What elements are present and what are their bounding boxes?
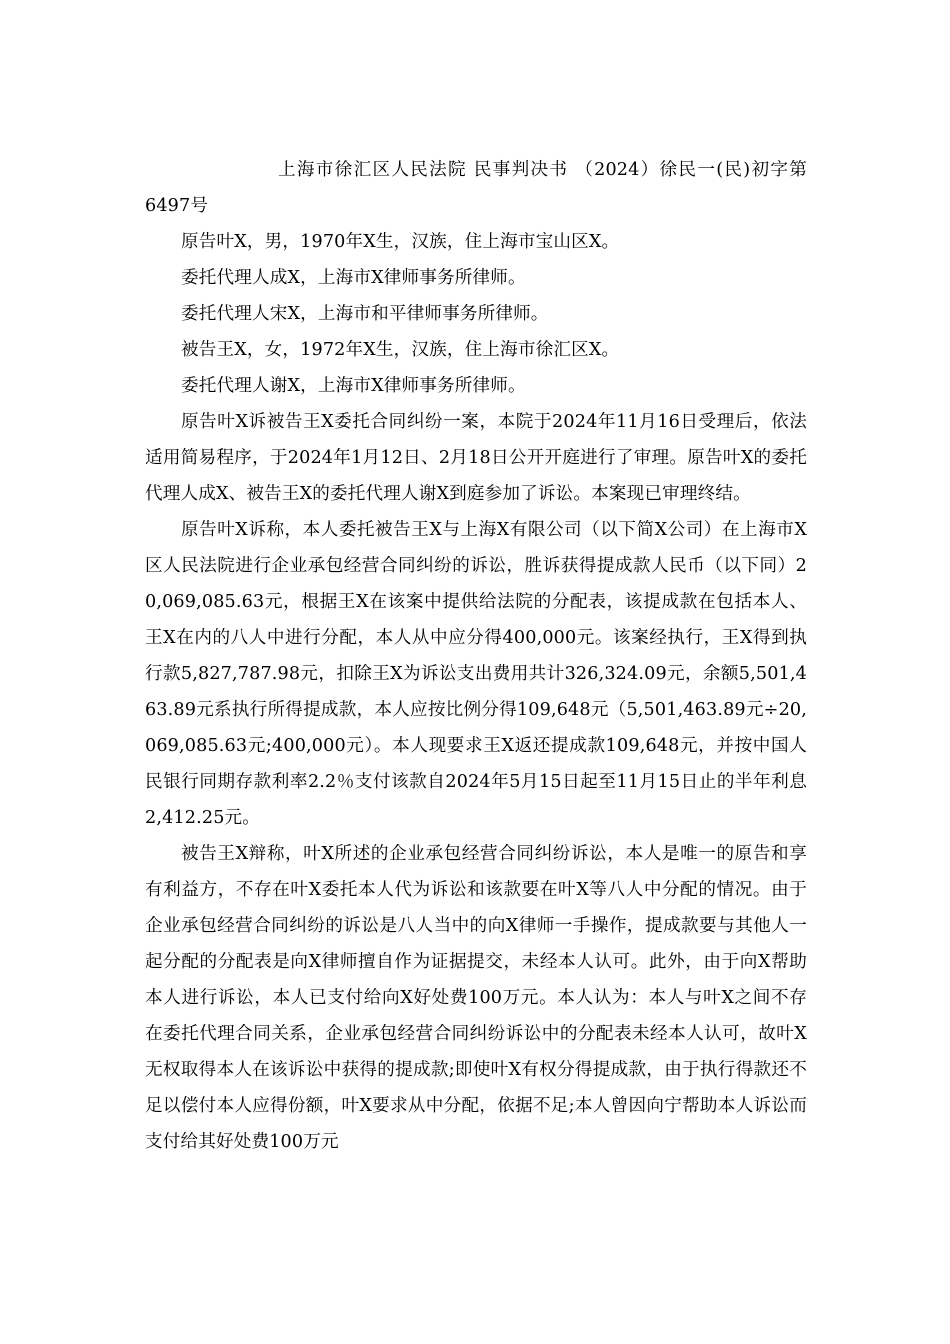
case-procedure-paragraph: 原告叶X诉被告王X委托合同纠纷一案，本院于2024年11月16日受理后，依法适用简易程序，于2024年1月12日、2月18日公开开庭进行了审理。原告叶X的委托代理人成X、被告王X的委托代理人谢X到庭参加了诉讼。本案现已审理终结。 xyxy=(145,412,807,504)
defendant-agent: 委托代理人谢X，上海市X律师事务所律师。 xyxy=(181,376,526,396)
plaintiff-claim-paragraph: 原告叶X诉称，本人委托被告王X与上海X有限公司（以下简X公司）在上海市X区人民法院进行企业承包经营合同纠纷的诉讼，胜诉获得提成款人民币（以下同）20,069,085.63元，根据王X在该案中提供给法院的分配表，该提成款在包括本人、王X在内的八人中进行分配，本人从中应分得400,000元。该案经执行，王X得到执行款5,827,787.98元，扣除王X为诉讼支出费用共计326,324.09元，余额5,501,463.89元系执行所得提成款，本人应按比例分得109,648元（5,501,463.89元÷20,069,085.63元;400,000元）。本人现要求王X返还提成款109,648元，并按中国人民银行同期存款利率2.2％支付该款自2024年5月15日起至11月15日止的半年利息2,412.25元。 xyxy=(145,520,807,828)
defendant-defense-paragraph: 被告王X辩称，叶X所述的企业承包经营合同纠纷诉讼，本人是唯一的原告和享有利益方，不存在叶X委托本人代为诉讼和该款要在叶X等八人中分配的情况。由于企业承包经营合同纠纷的诉讼是八人当中的向X律师一手操作，提成款要与其他人一起分配的分配表是向X律师擅自作为证据提交，未经本人认可。此外，由于向X帮助本人进行诉讼，本人已支付给向X好处费100万元。本人认为：本人与叶X之间不存在委托代理合同关系，企业承包经营合同纠纷诉讼中的分配表未经本人认可，故叶X无权取得本人在该诉讼中获得的提成款;即使叶X有权分得提成款，由于执行得款还不足以偿付本人应得份额，叶X要求从中分配，依据不足;本人曾因向宁帮助本人诉讼而支付给其好处费100万元 xyxy=(145,844,807,1152)
plaintiff-info: 原告叶X，男，1970年X生，汉族，住上海市宝山区X。 xyxy=(181,232,620,252)
defendant-info: 被告王X，女，1972年X生，汉族，住上海市徐汇区X。 xyxy=(181,340,620,360)
plaintiff-agent-2: 委托代理人宋X，上海市和平律师事务所律师。 xyxy=(181,304,549,324)
plaintiff-agent-1: 委托代理人成X，上海市X律师事务所律师。 xyxy=(181,268,526,288)
document-heading: 上海市徐汇区人民法院 民事判决书 （2024）徐民一(民)初字第6497号 xyxy=(145,160,807,216)
judgment-document xyxy=(145,152,807,1160)
